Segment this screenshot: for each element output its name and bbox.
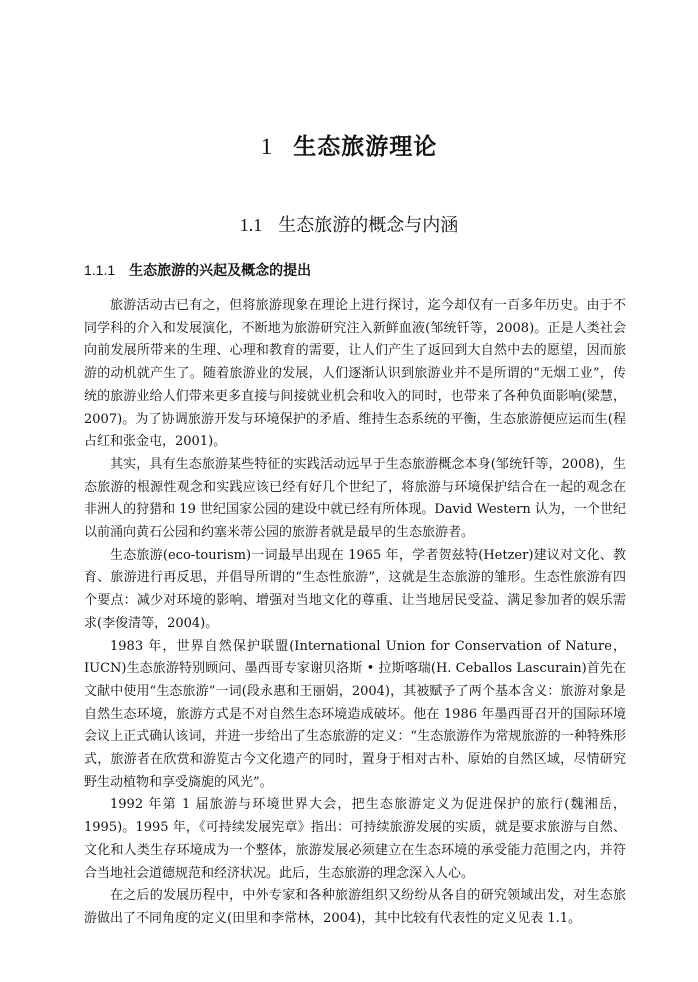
chapter-number: 1 (260, 134, 274, 159)
chapter-heading (0, 128, 698, 161)
paragraph: 1983 年，世界自然保护联盟(International Union for Conservation of Nature，IUCN)生态旅游特别顾问、墨西哥专家谢贝洛斯 • 拉斯喀瑞(H. Ceballos Lascurain)首先在文献中使用“生态旅游”一词(段永惠和王丽娟，2004)，其被赋予了两个基本含义：旅游对象是自然生态环境，旅游方式是不对自然生态环境造成破坏。他在 1986 年墨西哥召开的国际环境会议上正式确认该词，并进一步给出了生态旅游的定义：“生态旅游作为常规旅游的一种特殊形式，旅游者在欣赏和游览古今文化遗产的同时，置身于相对古朴、原始的自然区域，尽情研究野生动植物和享受旖旎的风光”。 (84, 638, 626, 790)
section-heading (0, 211, 698, 237)
subsection-number: 1.1.1 (84, 262, 116, 278)
paragraph: 旅游活动古已有之，但将旅游现象在理论上进行探讨，迄今却仅有一百多年历史。由于不同学科的介入和发展演化，不断地为旅游研究注入新鲜血液(邹统钎等，2008)。正是人类社会向前发展所带来的生理、心理和教育的需要，让人们产生了返回到大自然中去的愿望，因而旅游的动机就产生了。随着旅游业的发展，人们逐渐认识到旅游业并不是所谓的“无烟工业”，传统的旅游业给人们带来更多直接与间接就业机会和收入的同时，也带来了各种负面影响(梁慧，2007)。为了协调旅游开发与环境保护的矛盾、维持生态系统的平衡，生态旅游便应运而生(程占红和张金屯，2001)。 (84, 298, 626, 450)
subsection-heading (84, 260, 311, 280)
chapter-title: 生态旅游理论 (293, 134, 438, 160)
section-number: 1.1 (239, 215, 263, 235)
paragraph: 生态旅游(eco-tourism)一词最早出现在 1965 年，学者贺兹特(Hetzer)建议对文化、教育、旅游进行再反思，并倡导所谓的“生态性旅游”，这就是生态旅游的雏形。生态性旅游有四个要点：减少对环境的影响、增强对当地文化的尊重、让当地居民受益、满足参加者的娱乐需求(李俊清等，2004)。 (84, 547, 626, 631)
subsection-title: 生态旅游的兴起及概念的提出 (129, 263, 312, 279)
section-title: 生态旅游的概念与内涵 (278, 215, 459, 236)
body-text (84, 295, 626, 931)
paragraph: 在之后的发展历程中，中外专家和各种旅游组织又纷纷从各自的研究领域出发，对生态旅游做出了不同角度的定义(田里和李常林，2004)，其中比较有代表性的定义见表 1.1。 (84, 888, 626, 926)
paragraph: 其实，具有生态旅游某些特征的实践活动远早于生态旅游概念本身(邹统钎等，2008)，生态旅游的根源性观念和实践应该已经有好几个世纪了，将旅游与环境保护结合在一起的观念在非洲人的狩猎和 19 世纪国家公园的建设中就已经有所体现。David Western 认为，一个世纪以前涌向黄石公园和约塞米蒂公园的旅游者就是最早的生态旅游者。 (84, 456, 626, 541)
paragraph: 1992 年第 1 届旅游与环境世界大会，把生态旅游定义为促进保护的旅行(魏湘岳，1995)。1995 年，《可持续发展宪章》指出：可持续旅游发展的实质，就是要求旅游与自然、文化和人类生存环境成为一个整体，旅游发展必须建立在生态环境的承受能力范围之内，并符合当地社会道德规范和经济状况。此后，生态旅游的理念深入人心。 (84, 797, 626, 881)
